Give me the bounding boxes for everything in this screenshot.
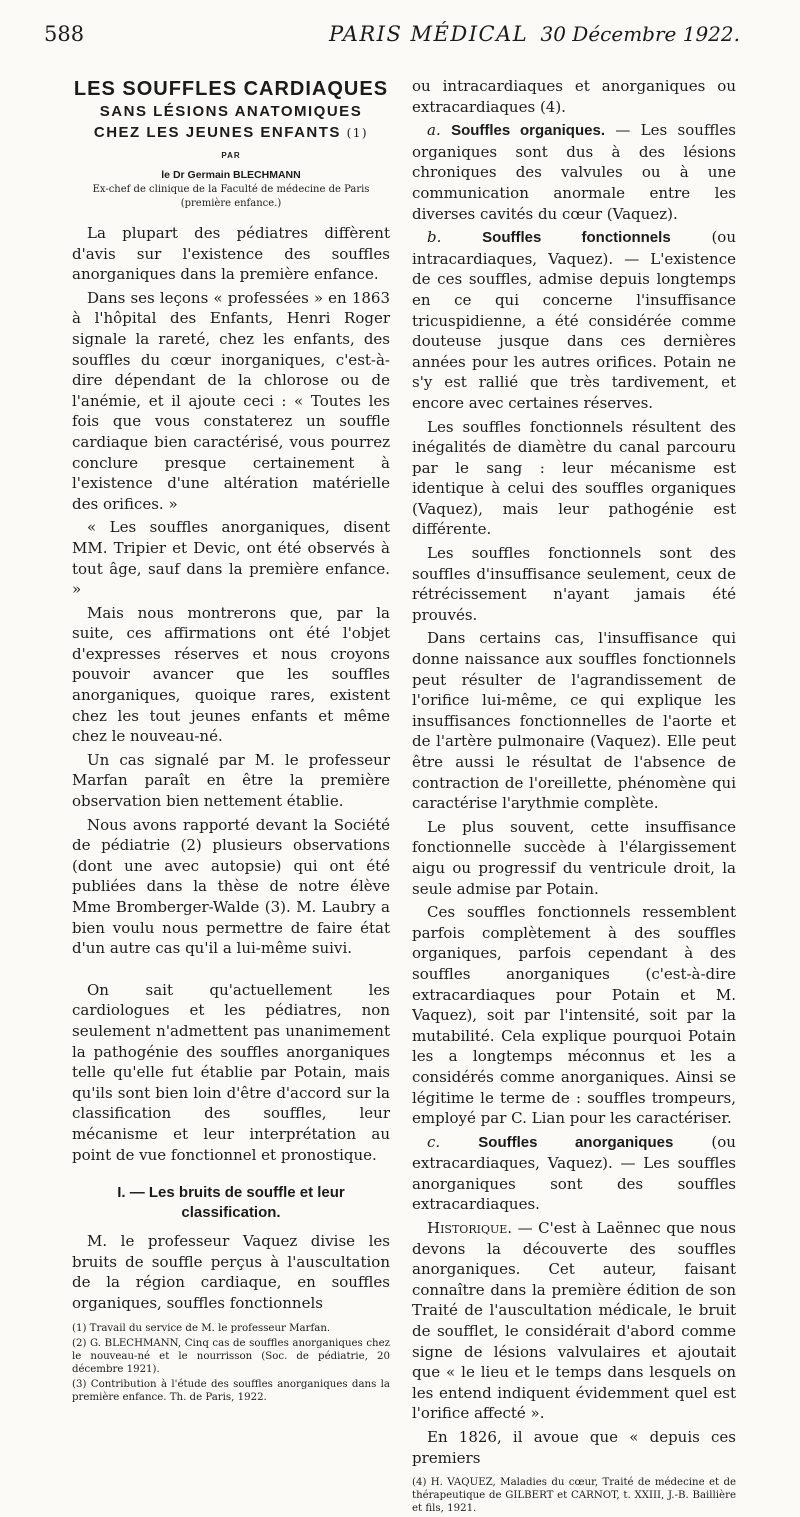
historique-text: — C'est à Laënnec que nous devons la découverte des souffles anorganiques. Cet auteur, faisant connaître dans la première édition de son Traité de l'auscultation médicale, le bruit de soufflet, le considérait d'abord comme signe de lésions valvulaires et ajoutait que « le lieu et le temps dans lesquels on les entend indiquent évidemment quel est l'orifice affecté ».: [412, 1219, 736, 1423]
historique-paragraph: [412, 1218, 736, 1424]
item-label: b.: [427, 228, 442, 247]
paragraph: Le plus souvent, cette insuffisance fonctionnelle succède à l'élargissement aigu ou progressif du ventricule droit, la seule admise par Potain.: [412, 817, 736, 898]
definition-text: — Les souffles organiques sont dus à des lésions chroniques des valvules ou à une communication anormale entre les diverses cavités du cœur (Vaquez).: [412, 121, 736, 223]
paragraph: Les souffles fonctionnels sont des souffles d'insuffisance seulement, ceux de rétrécissement n'ayant jamais été prouvés.: [412, 544, 736, 624]
byline-par: PAR: [221, 151, 241, 160]
journal-title: PARIS MÉDICAL: [329, 22, 529, 46]
paragraph: La plupart des pédiatres diffèrent d'avis sur l'existence des souffles anorganiques dans la première enfance.: [72, 224, 390, 284]
definition-organic: [412, 120, 736, 224]
paragraph: « Les souffles anorganiques, disent MM. Tripier et Devic, ont été observés à tout âge, sauf dans la première enfance. »: [72, 518, 390, 599]
affiliation-line-1: Ex-chef de clinique de la Faculté de médecine de Paris: [92, 184, 370, 195]
term-organic: Souffles organiques.: [451, 122, 605, 140]
author-affiliation: [72, 183, 390, 211]
title-footnote-ref: (1): [346, 126, 369, 140]
article-subtitle-2-text: CHEZ LES JEUNES ENFANTS: [93, 124, 341, 141]
paragraph: Nous avons rapporté devant la Société de pédiatrie (2) plusieurs observations (dont une avec autopsie) qui ont été publiées dans la thèse de notre élève Mme Bromberger-Walde (3). M. Laubry a bien voulu nous permettre de faire état d'un autre cas qu'il a lui-même suivi.: [72, 815, 390, 958]
footnote: (4) H. VAQUEZ, Maladies du cœur, Traité de médecine et de thérapeutique de GILBERT et CARNOT, t. XXIII, J.-B. Baillière et fils, 1921.: [412, 1477, 736, 1515]
right-column: [412, 76, 736, 1517]
definition-text: (ou intracardiaques, Vaquez). — L'existence de ces souffles, admise depuis longtemps en ce qui concerne l'insuffisance tricuspidienne, a été considérée comme douteuse jusque dans ces dernières années pour les autres orifices. Potain ne s'y est rallié que très tardivement, et encore avec certaines réserves.: [412, 228, 736, 412]
article-subtitle-1: SANS LÉSIONS ANATOMIQUES: [99, 103, 363, 120]
definition-anorganic: [412, 1132, 736, 1215]
paragraph: En 1826, il avoue que « depuis ces premiers: [412, 1428, 736, 1467]
paragraph: Un cas signalé par M. le professeur Marfan paraît en être la première observation bien nettement établie.: [72, 750, 390, 811]
historique-label: Historique.: [427, 1219, 513, 1238]
definition-text: (ou extracardiaques, Vaquez). — Les souffles anorganiques sont des souffles extracardiaques.: [412, 1132, 736, 1214]
paragraph: ou intracardiaques et anorganiques ou extracardiaques (4).: [412, 77, 736, 116]
paragraph: Dans certains cas, l'insuffisance qui donne naissance aux souffles fonctionnels peut résulter de l'agrandissement de l'orifice lui-même, ce qui explique les insuffisances fonctionnelles de l'aorte et de l'artère pulmonaire (Vaquez). Elle peut être aussi le résultat de l'absence de contraction de l'oreillette, phénomène qui caractérise l'arythmie complète.: [412, 629, 736, 813]
footnotes: [72, 1322, 390, 1404]
footnotes: [412, 1476, 736, 1515]
paragraph: On sait qu'actuellement les cardiologues et les pédiatres, non seulement n'admettent pas unanimement la pathogénie des souffles anorganiques telle qu'elle fut établie par Potain, mais qu'ils sont bien loin d'être d'accord sur la classification des souffles, leur mécanisme et leur interprétation au point de vue fonctionnel et pronostique.: [72, 980, 390, 1164]
author-name: le Dr Germain BLECHMANN: [161, 169, 301, 181]
section-heading: I. — Les bruits de souffle et leur classification.: [117, 1184, 345, 1222]
item-label: a.: [427, 121, 441, 140]
paragraph: M. le professeur Vaquez divise les bruits de souffle perçus à l'auscultation de la région cardiaque, en souffles organiques, souffles fonctionnels: [72, 1232, 390, 1312]
article-title: LES SOUFFLES CARDIAQUES: [73, 78, 389, 100]
item-label: c.: [427, 1132, 441, 1151]
paragraph: Dans ses leçons « professées » en 1863 à l'hôpital des Enfants, Henri Roger signale la rareté, chez les enfants, des souffles du cœur inorganiques, c'est-à-dire dépendant de la chlorose ou de l'anémie, et il ajoute ceci : « Toutes les fois que vous constaterez un souffle cardiaque bien caractérisé, vous pourrez conclure presque certainement à l'existence d'une altération matérielle des orifices. »: [72, 288, 390, 513]
paragraph: Ces souffles fonctionnels ressemblent parfois complètement à des souffles organiques, parfois cependant à des souffles anorganiques (c'est-à-dire extracardiaques pour Potain et M. Vaquez), soit par l'intensité, soit par la mutabilité. Cela explique pourquoi Potain les a longtemps méconnus et les a considérés comme anorganiques. Ainsi se légitime le terme de : souffles trompeurs, employé par C. Lian pour les caractériser.: [412, 903, 736, 1128]
affiliation-line-2: (première enfance.): [180, 198, 282, 209]
paragraph: Mais nous montrerons que, par la suite, ces affirmations ont été l'objet d'expresses réserves et nous croyons pouvoir avancer que les souffles anorganiques, quoique rares, existent chez les tout jeunes enfants et même chez le nouveau-né.: [72, 603, 390, 746]
issue-date: 30 Décembre 1922.: [540, 22, 740, 46]
term-anorganic: Souffles anorganiques: [478, 1133, 674, 1151]
definition-functional: [412, 227, 736, 413]
term-functional: Souffles fonctionnels: [482, 229, 671, 247]
paragraph: Les souffles fonctionnels résultent des inégalités de diamètre du canal parcouru par le sang : leur mécanisme est identique à celui des souffles organiques (Vaquez), mais leur pathogénie est différente.: [412, 417, 736, 539]
footnote: (2) G. BLECHMANN, Cinq cas de souffles anorganiques chez le nouveau-né et le nourrisson (Soc. de pédiatrie, 20 décembre 1921).: [72, 1337, 390, 1375]
spacer: [72, 962, 390, 980]
page-number: 588: [44, 22, 85, 46]
article-subtitle-2: [72, 122, 390, 144]
running-header: [44, 20, 740, 54]
footnote: (1) Travail du service de M. le professeur Marfan.: [72, 1322, 331, 1334]
footnote: (3) Contribution à l'étude des souffles anorganiques dans la première enfance. Th. de Paris, 1922.: [72, 1378, 390, 1403]
left-column: [72, 76, 390, 1406]
